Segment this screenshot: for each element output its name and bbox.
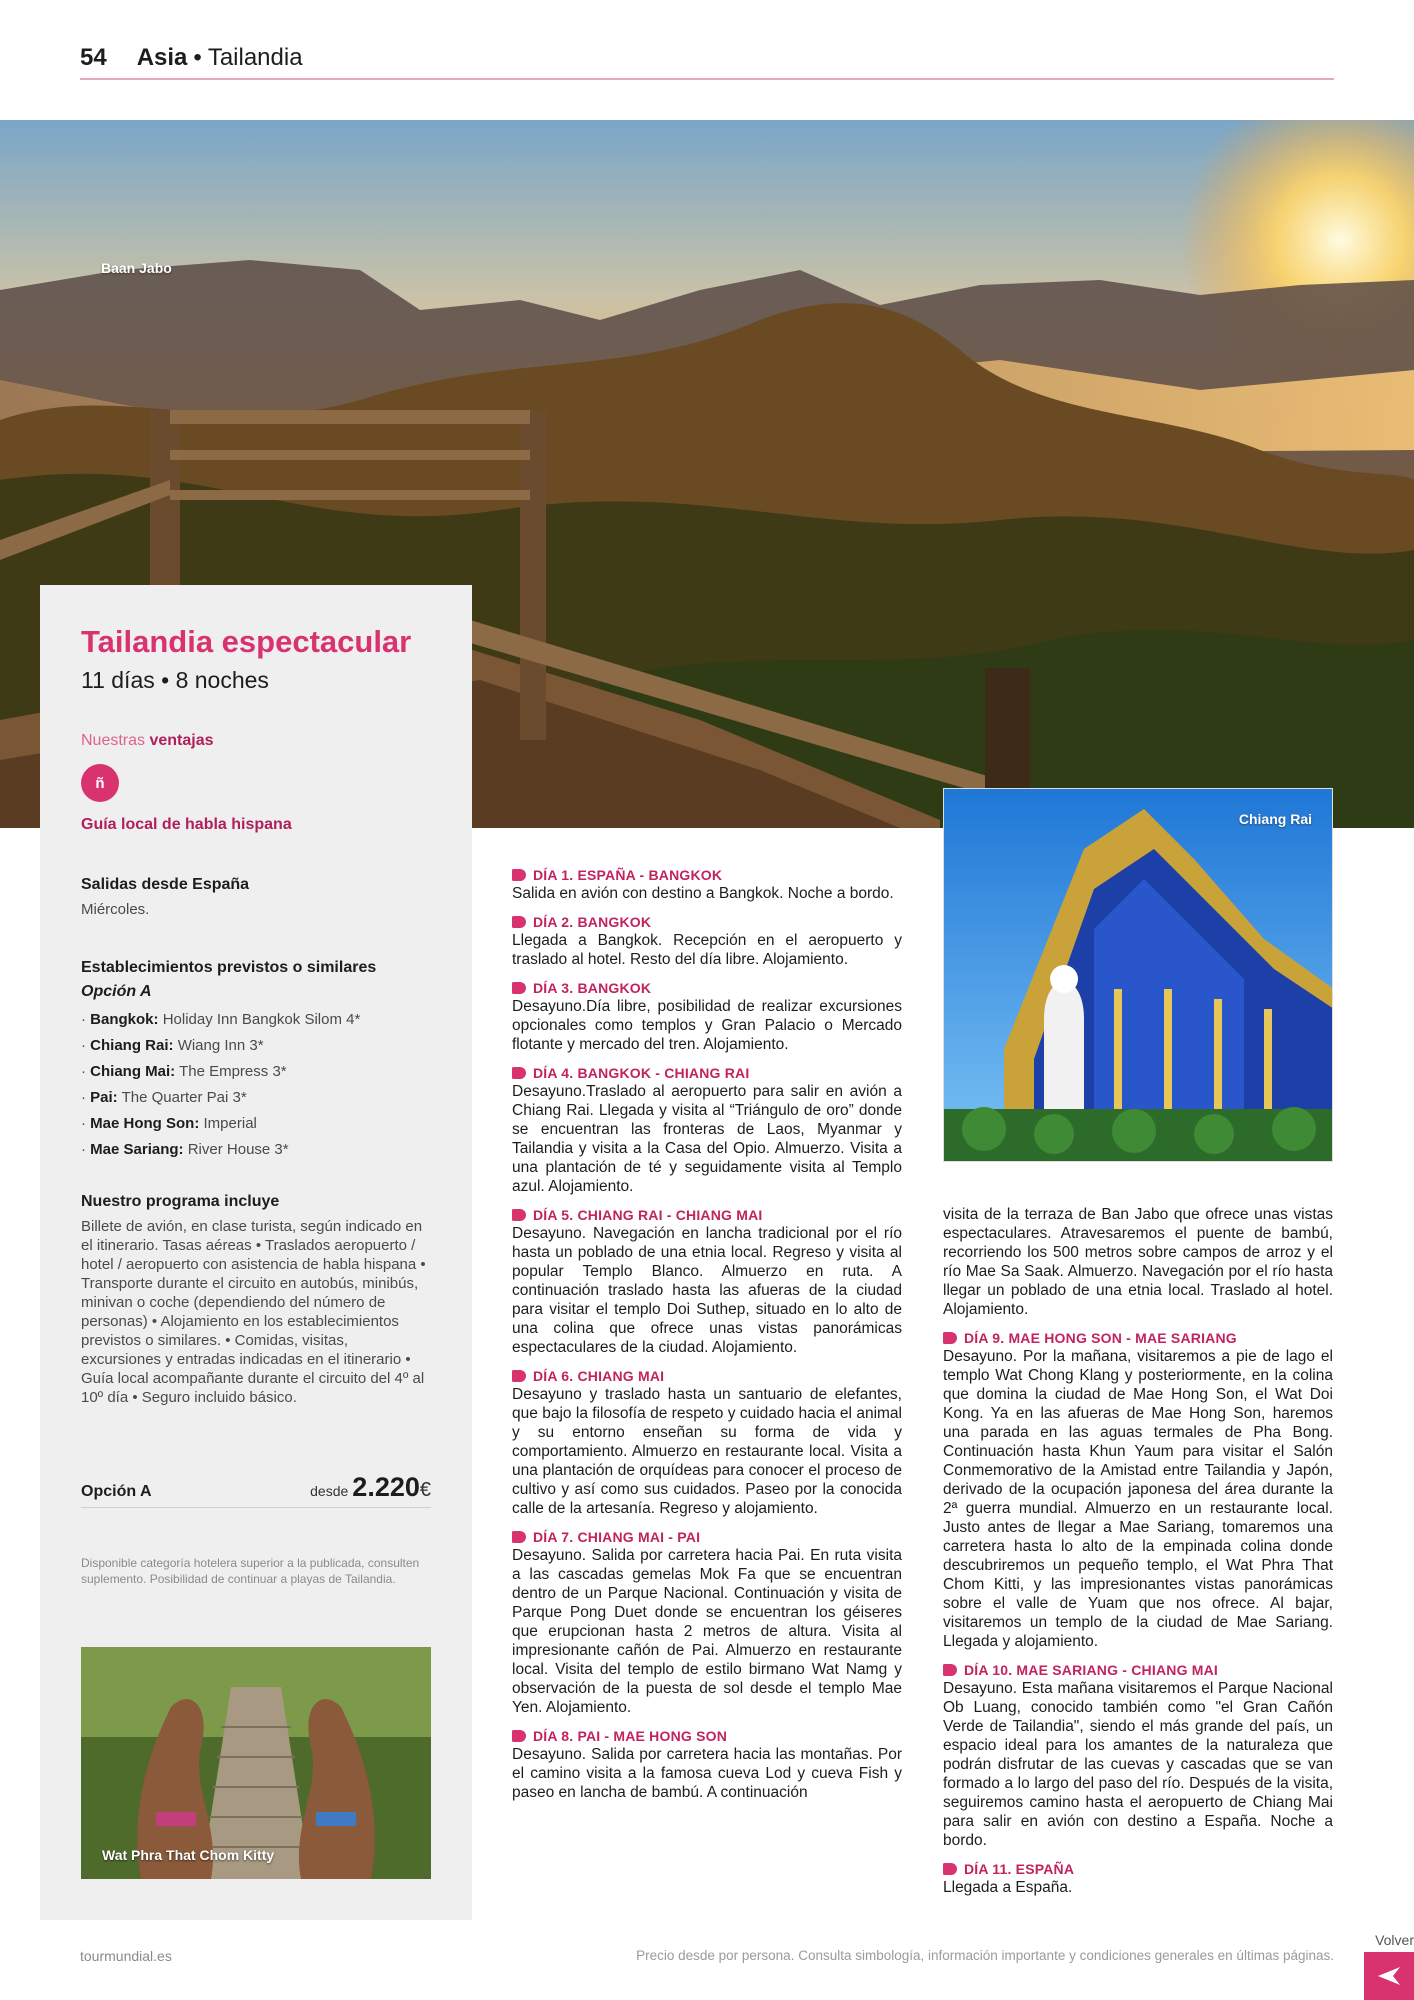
spanish-guide-icon: ñ xyxy=(81,764,119,802)
list-item: · Chiang Mai: The Empress 3* xyxy=(81,1063,287,1081)
day-bullet-icon xyxy=(512,1370,526,1382)
itinerary-column-1 xyxy=(512,866,902,1812)
day-bullet-icon xyxy=(512,1067,526,1079)
hotel-list xyxy=(81,1007,431,1163)
hotels-option-label: Opción A xyxy=(81,983,152,1001)
back-arrow-button[interactable] xyxy=(1364,1952,1414,2000)
day-title: DÍA 1. ESPAÑA - BANGKOK xyxy=(533,867,723,883)
day-bullet-icon xyxy=(943,1332,957,1344)
back-label: Volver xyxy=(1375,1932,1414,1948)
day-text: Salida en avión con destino a Bangkok. Noche a bordo. xyxy=(512,885,894,902)
naga-stairs-illustration xyxy=(81,1647,431,1879)
itinerary-day xyxy=(512,979,902,1054)
blue-temple-illustration xyxy=(944,789,1333,1162)
itinerary-day xyxy=(512,1528,902,1717)
day-title: DÍA 6. CHIANG MAI xyxy=(533,1368,665,1384)
day-text: Desayuno.Traslado al aeropuerto para salir en avión a Chiang Rai. Llegada y visita al “Triángulo de oro” donde se encuentran las fronteras de Laos, Myanmar y Tailandia y visita a la Casa del Opio. Almuerzo. Visita a una plantación de té y seguidamente visita al Templo azul. Alojamiento. xyxy=(512,1083,902,1195)
includes-text: Billete de avión, en clase turista, según indicado en el itinerario. Tasas aéreas • Traslados aeropuerto / hotel / aeropuerto con asistencia de habla hispana • Transporte durante el circuito en autobús, minibús, minivan o coche (dependiendo del número de personas) • Alojamiento en los establecimientos previstos o similares. • Comidas, visitas, excursiones y entradas indicadas en el itinerario • Guía local acompañante durante el circuito del 4º al 10º día • Seguro incluido básico. xyxy=(81,1218,426,1407)
page-header xyxy=(80,44,1334,80)
day-text: Llegada a España. xyxy=(943,1879,1073,1896)
price-row xyxy=(81,1472,431,1508)
itinerary-day xyxy=(512,866,902,903)
price-from-label: desde xyxy=(310,1483,349,1499)
day-text: Desayuno. Navegación en lancha tradicional por el río hasta un poblado de una etnia local. Regreso y visita al popular Templo Blanco. Almuerzo en ruta. A continuación traslado hasta las afueras de la ciudad para visitar el templo Doi Suthep, situado en lo alto de una colina que ofrece unas vistas panorámicas espectaculares de la ciudad. Alojamiento. xyxy=(512,1225,902,1356)
list-item: · Mae Sariang: River House 3* xyxy=(81,1141,289,1159)
back-button[interactable] xyxy=(1364,1932,1414,2000)
price-note: Disponible categoría hotelera superior a la publicada, consulten suplemento. Posibilidad de continuar a playas de Tailandia. xyxy=(81,1556,420,1586)
day-bullet-icon xyxy=(512,869,526,881)
departures-title: Salidas desde España xyxy=(81,876,250,894)
tour-title: Tailandia espectacular xyxy=(81,624,412,659)
arrow-left-icon xyxy=(1376,1965,1402,1987)
list-item: · Bangkok: Holiday Inn Bangkok Silom 4* xyxy=(81,1011,361,1029)
page-number: 54 xyxy=(80,44,107,71)
day-text: Desayuno y traslado hasta un santuario de elefantes, que bajo la filosofía de respeto y cuidado hacia el animal y su entorno enseñan su forma de vida y comportamiento. Almuerzo en restaurante local. Visita a una plantación de orquídeas para conocer el proceso de cultivo y así como sus cuidados. Paseo por la conocida calle de la artesanía. Regreso y alojamiento. xyxy=(512,1386,902,1517)
day-title: DÍA 10. MAE SARIANG - CHIANG MAI xyxy=(964,1662,1219,1678)
list-item: · Mae Hong Son: Imperial xyxy=(81,1115,257,1133)
day-title: DÍA 4. BANGKOK - CHIANG RAI xyxy=(533,1065,750,1081)
itinerary-day xyxy=(512,1727,902,1802)
departures-text: Miércoles. xyxy=(81,901,150,919)
day-text: Desayuno. Esta mañana visitaremos el Parque Nacional Ob Luang, conocido también como "el Gran Cañón Verde de Tailandia", siendo el más grande del país, un espacio ideal para los amantes de la naturaleza que podrán disfrutar de las cuevas y cascadas que se van formado a lo largo del paso del río. Después de la visita, seguiremos camino hasta el aeropuerto de Chiang Mai para salir en avión con destino a España. Noche a bordo. xyxy=(943,1680,1333,1849)
day-bullet-icon xyxy=(512,1209,526,1221)
country-label: Tailandia xyxy=(207,44,303,71)
day-text: Desayuno.Día libre, posibilidad de realizar excursiones opcionales como templos y Gran Palacio o Mercado flotante y mercado del tren. Alojamiento. xyxy=(512,998,902,1053)
day-title: DÍA 2. BANGKOK xyxy=(533,914,652,930)
tour-info-content xyxy=(81,625,431,1407)
price-option: Opción A xyxy=(81,1483,152,1500)
day-bullet-icon xyxy=(943,1664,957,1676)
day-text: visita de la terraza de Ban Jabo que ofrece unas vistas espectaculares. Atravesaremos el puente de bambú, recorriendo los 500 metros sobre campos de arroz y el río Mae Sa Saak. Almuerzo. Navegación por el río hasta llegar un poblado de una etnia local. Traslado al hotel. Alojamiento. xyxy=(943,1206,1333,1318)
hotels-title: Establecimientos previstos o similares xyxy=(81,959,377,977)
day-title: DÍA 7. CHIANG MAI - PAI xyxy=(533,1529,701,1545)
itinerary-day xyxy=(512,1367,902,1518)
itinerary-day xyxy=(943,1329,1333,1651)
itinerary-column-2 xyxy=(943,1205,1333,1907)
list-item: · Chiang Rai: Wiang Inn 3* xyxy=(81,1037,264,1055)
itinerary-day xyxy=(512,1064,902,1196)
day-bullet-icon xyxy=(943,1863,957,1875)
price-value: 2.220 xyxy=(352,1472,420,1502)
day-title: DÍA 11. ESPAÑA xyxy=(964,1861,1075,1877)
stairs-photo-caption: Wat Phra That Chom Kitty xyxy=(102,1847,275,1863)
footer-disclaimer: Precio desde por persona. Consulta simbología, información importante y condiciones generales en últimas páginas. xyxy=(636,1948,1334,1963)
itinerary-day-continued xyxy=(943,1205,1333,1319)
tour-info-panel xyxy=(40,585,472,1920)
day-bullet-icon xyxy=(512,1730,526,1742)
hero-caption: Baan Jabo xyxy=(101,260,172,276)
includes-title: Nuestro programa incluye xyxy=(81,1193,280,1211)
temple-stairs-photo xyxy=(81,1647,431,1879)
advantage-label: Guía local de habla hispana xyxy=(81,816,292,834)
itinerary-day xyxy=(943,1661,1333,1850)
day-bullet-icon xyxy=(512,982,526,994)
advantages-word: ventajas xyxy=(149,732,214,750)
chiang-rai-temple-photo xyxy=(943,788,1333,1162)
temple-photo-caption: Chiang Rai xyxy=(1238,811,1312,827)
price-currency: € xyxy=(419,1479,431,1501)
footer-site-link[interactable]: tourmundial.es xyxy=(80,1948,172,1964)
day-bullet-icon xyxy=(512,1531,526,1543)
day-bullet-icon xyxy=(512,916,526,928)
continent-label: Asia xyxy=(136,44,188,71)
day-text: Desayuno. Salida por carretera hacia Pai. En ruta visita a las cascadas gemelas Mok Fa que se encuentran dentro de un Parque Nacional. Continuación y visita de Parque Pong Duet donde se encuentran los géiseres que erupcionan hasta 2 metros de altura. Visita al impresionante cañón de Pai. Almuerzo en restaurante local. Visita del templo de estilo birmano Wat Namg y observación de la puesta de sol desde el templo Mae Yen. Alojamiento. xyxy=(512,1547,902,1716)
day-title: DÍA 3. BANGKOK xyxy=(533,980,652,996)
itinerary-day xyxy=(943,1860,1333,1897)
day-title: DÍA 8. PAI - MAE HONG SON xyxy=(533,1728,728,1744)
advantages-heading xyxy=(81,732,431,750)
itinerary-day xyxy=(512,913,902,969)
price-block xyxy=(310,1472,431,1503)
day-title: DÍA 5. CHIANG RAI - CHIANG MAI xyxy=(533,1207,763,1223)
day-text: Llegada a Bangkok. Recepción en el aeropuerto y traslado al hotel. Resto del día libre. Alojamiento. xyxy=(512,932,902,968)
advantages-prefix: Nuestras xyxy=(81,732,146,750)
itinerary-day xyxy=(512,1206,902,1357)
list-item: · Pai: The Quarter Pai 3* xyxy=(81,1089,247,1107)
day-text: Desayuno. Por la mañana, visitaremos a pie de lago el templo Wat Chong Klang y posteriormente, en la colina que domina la ciudad de Mae Hong Son, el Wat Doi Kong. Ya en las afueras de Mae Hong Son, haremos una parada en las aguas termales de Pha Bong. Continuación hasta Khun Yaum para visitar el Salón Conmemorativo de la Amistad entre Tailandia y Japón, derivado de la ocupación japonesa del área durante la 2ª guerra mundial. Almuerzo en un restaurante local. Justo antes de llegar a Mae Sariang, tomaremos una carretera hasta lo alto de la empinada colina donde descubriremos un pequeño templo, el Wat Phra That Chom Kitti, y las impresionantes vistas panorámicas sobre el valle de Yuam que nos ofrece. Al bajar, visitaremos un templo de la ciudad de Mae Sariang. Llegada y alojamiento. xyxy=(943,1348,1333,1650)
header-separator: • xyxy=(193,44,202,71)
day-text: Desayuno. Salida por carretera hacia las montañas. Por el camino visita a la famosa cueva Lod y cueva Fish y paseo en lancha de bambú. A continuación xyxy=(512,1746,902,1801)
day-title: DÍA 9. MAE HONG SON - MAE SARIANG xyxy=(964,1330,1237,1346)
tour-duration: 11 días • 8 noches xyxy=(81,667,269,694)
